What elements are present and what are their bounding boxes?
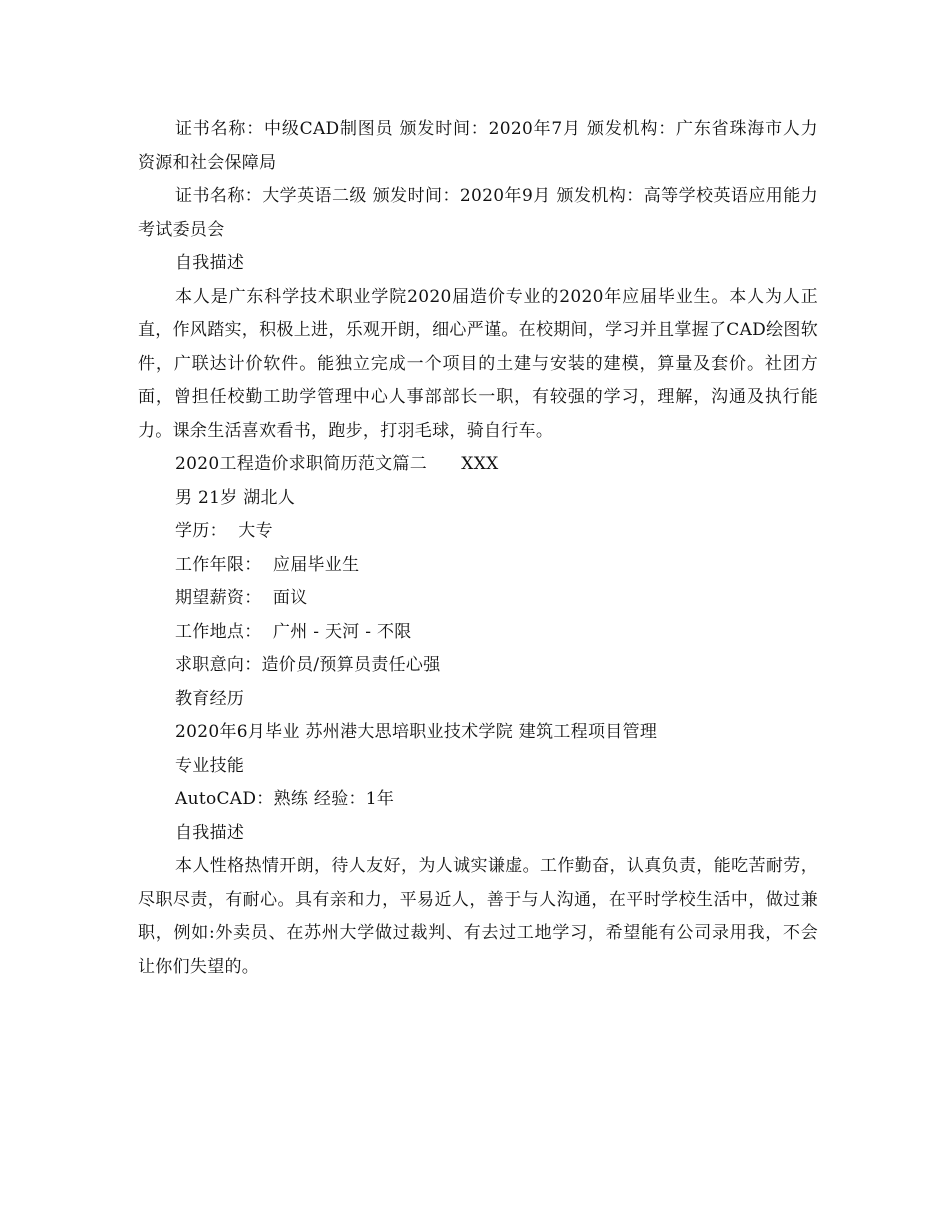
certificate-cad: 证书名称：中级CAD制图员 颁发时间：2020年7月 颁发机构：广东省珠海市人力资源和社会保障局 — [138, 119, 818, 173]
section-heading-education: 教育经历 — [175, 688, 245, 709]
work-location: 工作地点： 广州 - 天河 - 不限 — [175, 621, 412, 642]
work-years: 工作年限： 应届毕业生 — [175, 554, 360, 575]
certificate-english: 证书名称：大学英语二级 颁发时间：2020年9月 颁发机构：高等学校英语应用能力考试委员会 — [138, 186, 818, 240]
self-description-text: 本人是广东科学技术职业学院2020届造价专业的2020年应届毕业生。本人为人正直，作风踏实，积极上进，乐观开朗，细心严谨。在校期间，学习并且掌握了CAD绘图软件，广联达计价软件。能独立完成一个项目的土建与安装的建模，算量及套价。社团方面，曾担任校勤工助学管理中心人事部部长一职，有较强的学习，理解，沟通及执行能力。课余生活喜欢看书，跑步，打羽毛球，骑自行车。 — [138, 286, 818, 441]
self-description-text-2: 本人性格热情开朗，待人友好，为人诚实谦虚。工作勤奋，认真负责，能吃苦耐劳，尽职尽责，有耐心。具有亲和力，平易近人，善于与人沟通，在平时学校生活中，做过兼职，例如:外卖员、在苏州大学做过裁判、有去过工地学习，希望能有公司录用我，不会让你们失望的。 — [138, 856, 818, 977]
section-heading-self-description: 自我描述 — [175, 253, 245, 273]
resume-title-part-two: 2020工程造价求职简历范文篇二 XXX — [175, 454, 499, 474]
education-entry: 2020年6月毕业 苏州港大思培职业技术学院 建筑工程项目管理 — [175, 722, 658, 742]
education-level: 学历： 大专 — [175, 521, 273, 541]
basic-info: 男 21岁 湖北人 — [175, 487, 296, 508]
document-body — [138, 113, 818, 984]
expected-salary: 期望薪资： 面议 — [175, 588, 308, 608]
job-intention: 求职意向：造价员/预算员责任心强 — [175, 655, 441, 675]
section-heading-skills: 专业技能 — [175, 755, 245, 776]
skill-entry: AutoCAD：熟练 经验：1年 — [175, 789, 395, 809]
section-heading-self-description-2: 自我描述 — [175, 822, 245, 843]
